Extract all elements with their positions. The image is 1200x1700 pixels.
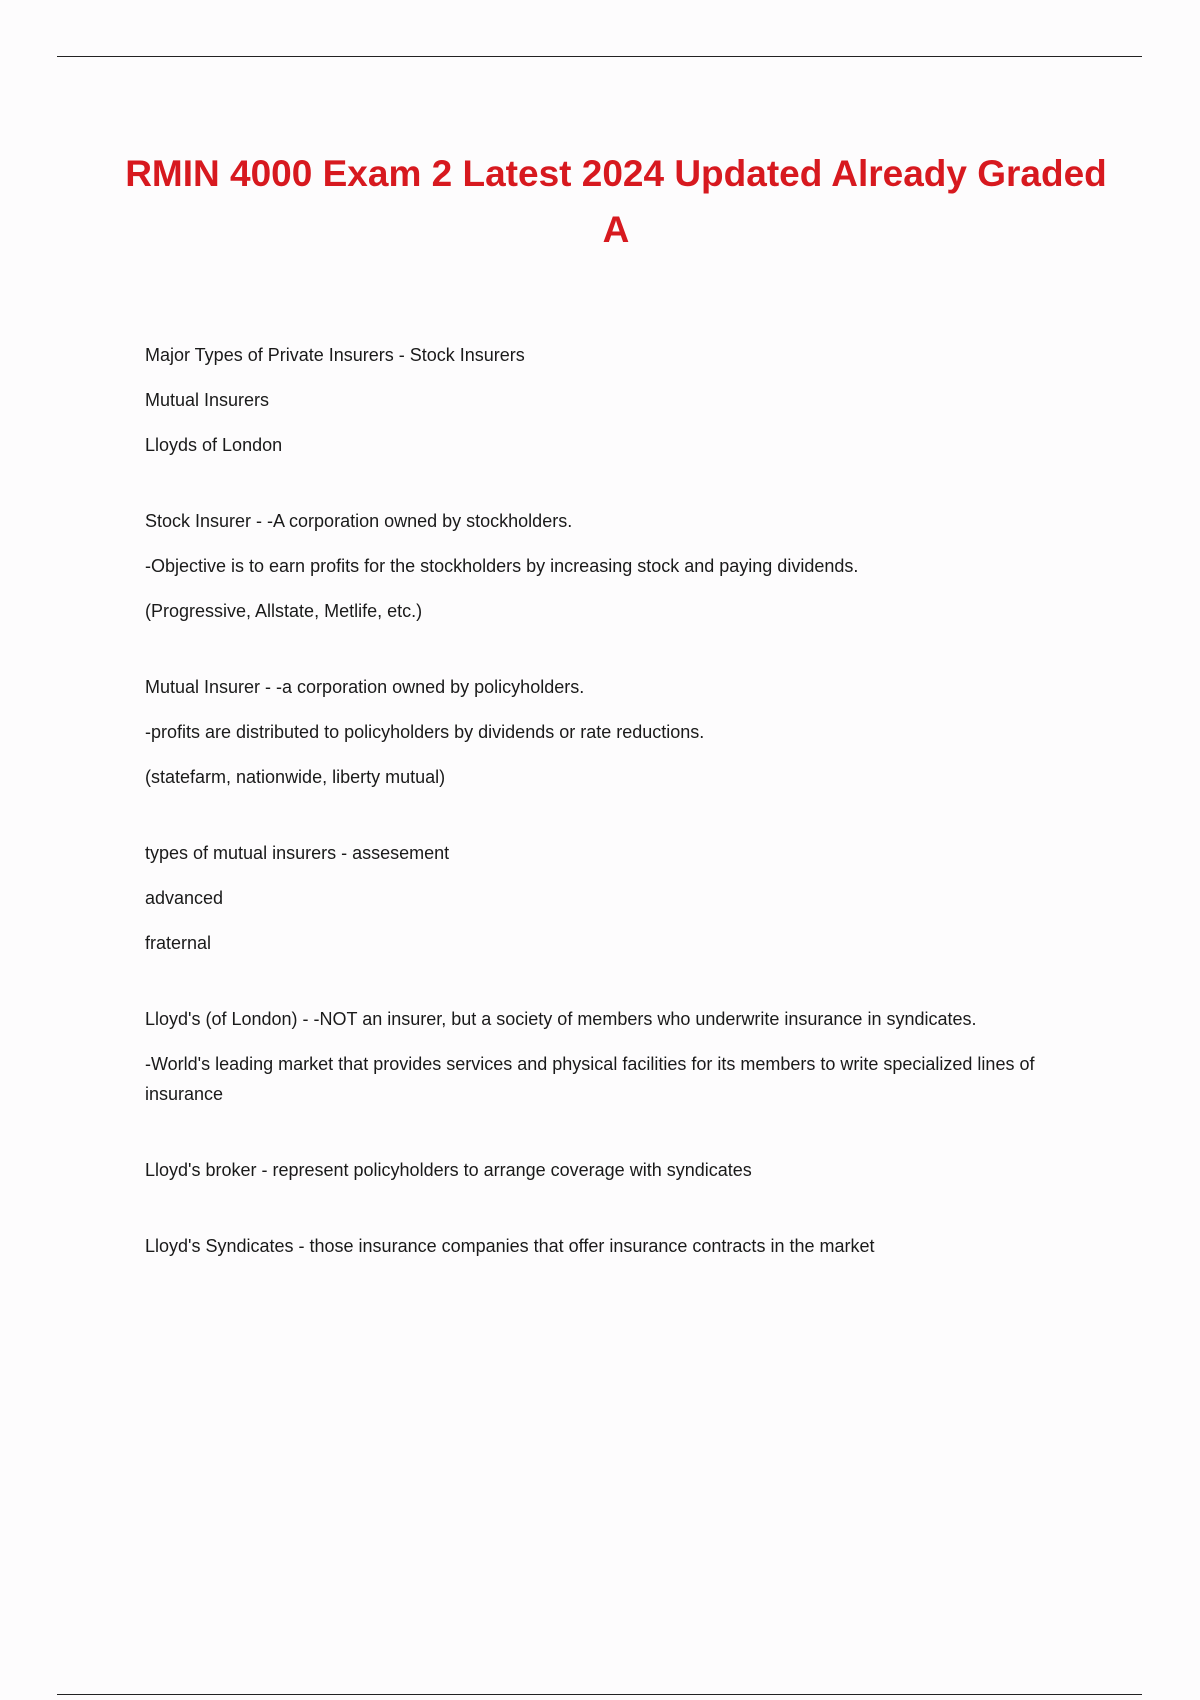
top-rule (57, 56, 1142, 57)
document-body (145, 340, 1095, 1307)
entry-line: Mutual Insurers (145, 390, 270, 410)
document-title: RMIN 4000 Exam 2 Latest 2024 Updated Already Graded A (125, 153, 1107, 250)
entry-lloyds (145, 1004, 1095, 1109)
entry-line: types of mutual insurers - assesement (145, 843, 450, 863)
entry-line: Lloyd's (of London) - -NOT an insurer, but a society of members who underwrite insurance in syndicates. (145, 1009, 977, 1029)
entry-line: Major Types of Private Insurers - Stock Insurers (145, 345, 525, 365)
entry-line: Lloyds of London (145, 435, 283, 455)
entry-line: -Objective is to earn profits for the stockholders by increasing stock and paying dividends. (145, 556, 859, 576)
entry-line: fraternal (145, 933, 212, 953)
entry-major-types (145, 340, 1095, 460)
entry-stock-insurer (145, 506, 1095, 626)
entry-line: (statefarm, nationwide, liberty mutual) (145, 767, 446, 787)
entry-line: -World's leading market that provides services and physical facilities for its members to write specialized lines of insurance (145, 1054, 1035, 1104)
entry-line: advanced (145, 888, 224, 908)
entry-line: -profits are distributed to policyholders by dividends or rate reductions. (145, 722, 705, 742)
entry-line: Mutual Insurer - -a corporation owned by policyholders. (145, 677, 585, 697)
bottom-rule (57, 1694, 1142, 1695)
entry-line: Lloyd's Syndicates - those insurance companies that offer insurance contracts in the market (145, 1236, 875, 1256)
entry-line: (Progressive, Allstate, Metlife, etc.) (145, 601, 423, 621)
entry-line: Lloyd's broker - represent policyholders to arrange coverage with syndicates (145, 1160, 752, 1180)
entry-line: Stock Insurer - -A corporation owned by stockholders. (145, 511, 573, 531)
entry-lloyds-broker (145, 1155, 1095, 1185)
entry-lloyds-syndicates (145, 1231, 1095, 1261)
entry-mutual-types (145, 838, 1095, 958)
entry-mutual-insurer (145, 672, 1095, 792)
